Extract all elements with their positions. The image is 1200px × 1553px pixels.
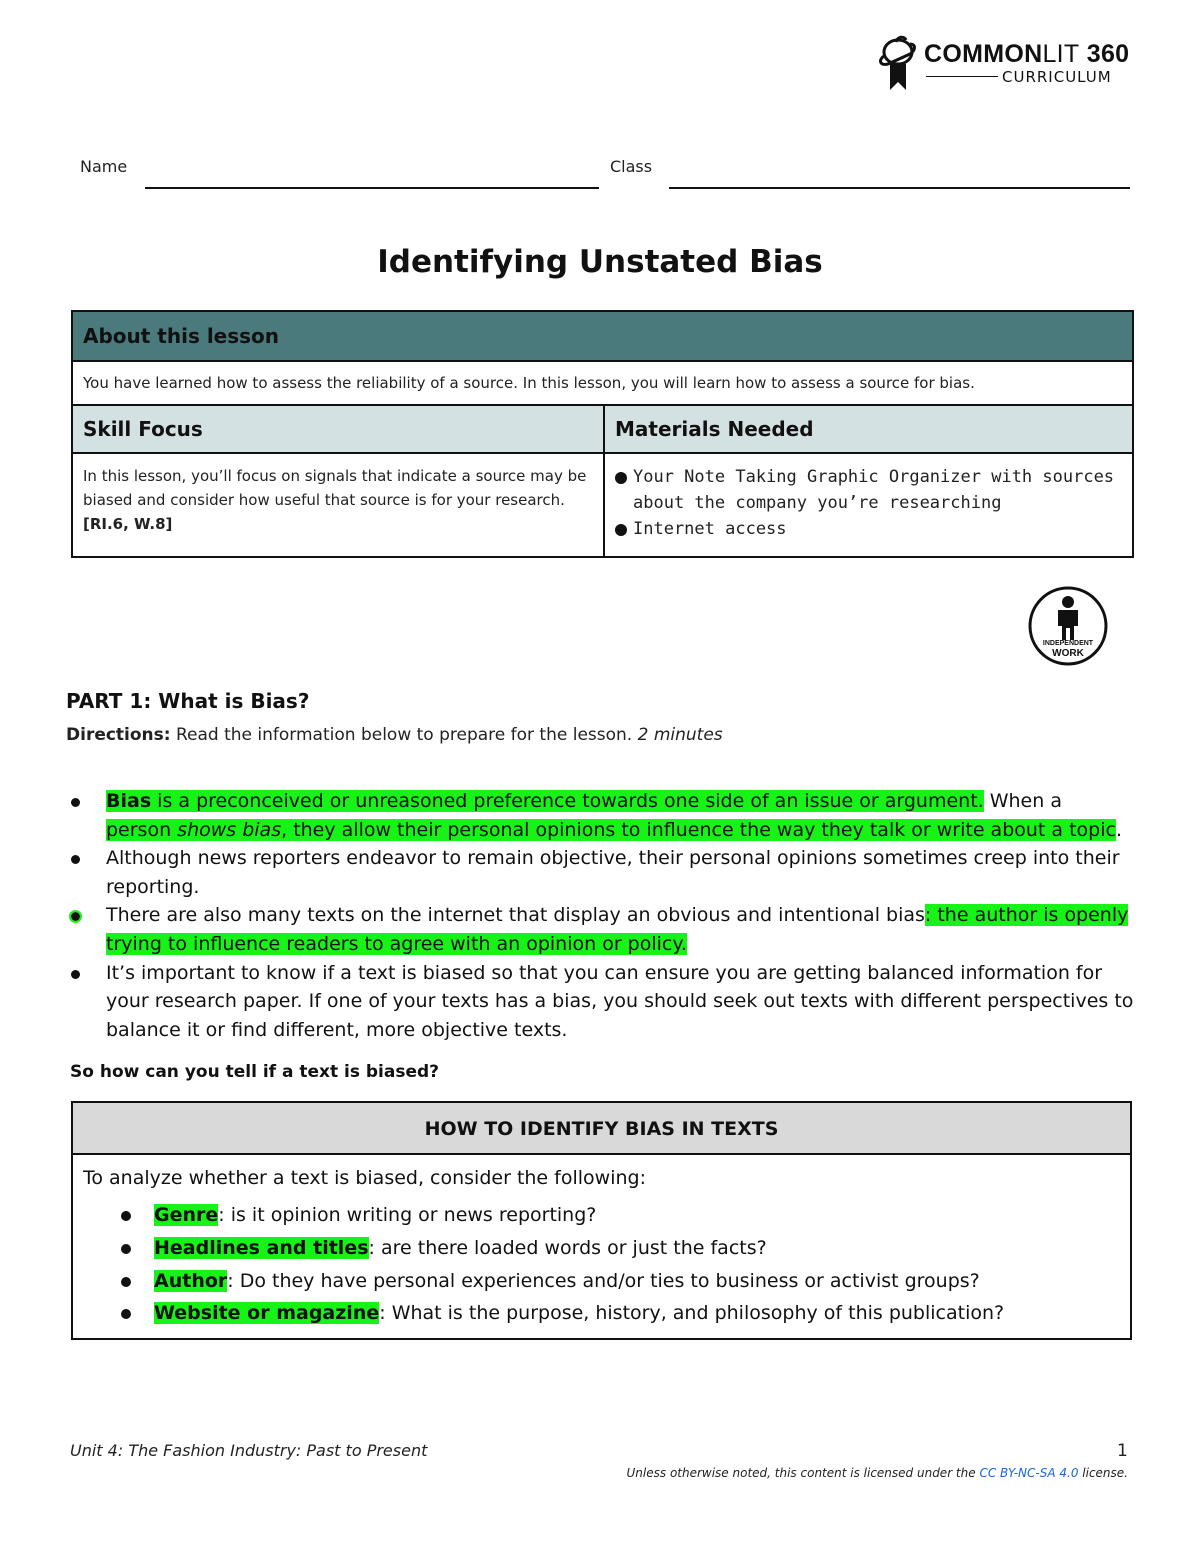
standards-label: [RI.6, W.8] bbox=[83, 515, 173, 533]
list-item: Internet access bbox=[615, 516, 1122, 542]
list-item: Bias is a preconceived or unreasoned preference towards one side of an issue or argument. When a person shows bias, they allow their personal opinions to influence the way they talk or write about a topic. bbox=[66, 787, 1136, 844]
list-item: Genre: is it opinion writing or news reporting? bbox=[119, 1199, 1004, 1232]
materials-cell bbox=[604, 453, 1133, 557]
lesson-table bbox=[71, 310, 1134, 558]
list-item: It’s important to know if a text is biased so that you can ensure you are getting balanced information for your research paper. If one of your texts has a bias, you should seek out texts with different perspectives to balance it or find different, more objective texts. bbox=[66, 959, 1136, 1045]
about-header: About this lesson bbox=[72, 311, 1133, 361]
bias-bullet-list bbox=[66, 787, 1136, 1044]
logo-wordmark: COMMONLIT 360 bbox=[924, 40, 1130, 68]
bullet-icon bbox=[71, 798, 80, 807]
license-notice: Unless otherwise noted, this content is licensed under the CC BY-NC-SA 4.0 license. bbox=[626, 1466, 1128, 1480]
section-question: So how can you tell if a text is biased? bbox=[70, 1062, 440, 1082]
bullet-icon bbox=[71, 970, 80, 979]
name-label: Name bbox=[80, 157, 128, 176]
identify-bias-header: HOW TO IDENTIFY BIAS IN TEXTS bbox=[73, 1103, 1130, 1155]
bullet-icon bbox=[615, 472, 627, 484]
bullet-icon bbox=[121, 1211, 131, 1221]
list-item: Your Note Taking Graphic Organizer with sources about the company you’re researching bbox=[615, 464, 1122, 516]
badge-line2: WORK bbox=[1052, 648, 1084, 659]
page-title: Identifying Unstated Bias bbox=[377, 244, 823, 280]
bullet-icon bbox=[121, 1277, 131, 1287]
skill-focus-header: Skill Focus bbox=[72, 405, 604, 453]
bullet-icon bbox=[121, 1309, 131, 1319]
list-item: Headlines and titles: are there loaded words or just the facts? bbox=[119, 1232, 1004, 1265]
identify-bias-box bbox=[71, 1101, 1132, 1340]
about-text: You have learned how to assess the reliability of a source. In this lesson, you will learn how to assess a source for bias. bbox=[72, 361, 1133, 405]
skill-focus-text: In this lesson, you’ll focus on signals that indicate a source may be biased and consider how useful that source is for your research. [RI.6, W.8] bbox=[72, 453, 604, 557]
bullet-icon bbox=[71, 855, 80, 864]
commonlit-torch-ribbon-icon bbox=[876, 34, 922, 94]
bullet-icon bbox=[121, 1244, 131, 1254]
footer-unit: Unit 4: The Fashion Industry: Past to Present bbox=[70, 1441, 428, 1460]
directions: Directions: Read the information below to prepare for the lesson. 2 minutes bbox=[66, 725, 723, 745]
bullet-icon bbox=[71, 912, 80, 921]
part1-title: PART 1: What is Bias? bbox=[66, 689, 310, 713]
logo-divider bbox=[926, 76, 998, 77]
badge-line1: INDEPENDENT bbox=[1042, 640, 1094, 647]
identify-bias-intro: To analyze whether a text is biased, consider the following: bbox=[83, 1167, 646, 1189]
bullet-icon bbox=[615, 524, 627, 536]
identify-bias-list bbox=[119, 1199, 1004, 1330]
page-number: 1 bbox=[1117, 1441, 1128, 1461]
directions-label: Directions: bbox=[66, 725, 171, 745]
commonlit-logo bbox=[876, 34, 1136, 94]
list-item: Website or magazine: What is the purpose, history, and philosophy of this publication? bbox=[119, 1297, 1004, 1330]
class-label: Class bbox=[610, 157, 653, 176]
materials-header: Materials Needed bbox=[604, 405, 1133, 453]
independent-work-badge bbox=[1028, 586, 1108, 666]
list-item: Although news reporters endeavor to remain objective, their personal opinions sometimes creep into their reporting. bbox=[66, 844, 1136, 901]
name-field[interactable] bbox=[145, 187, 599, 189]
list-item: Author: Do they have personal experiences and/or ties to business or activist groups? bbox=[119, 1265, 1004, 1298]
class-field[interactable] bbox=[669, 187, 1130, 189]
directions-time: 2 minutes bbox=[637, 725, 723, 745]
list-item: There are also many texts on the internet that display an obvious and intentional bias: the author is openly trying to influence readers to agree with an opinion or policy. bbox=[66, 901, 1136, 958]
materials-list bbox=[615, 464, 1122, 542]
license-link[interactable]: CC BY-NC-SA 4.0 bbox=[979, 1466, 1079, 1480]
logo-subtitle: CURRICULUM bbox=[1002, 68, 1112, 86]
